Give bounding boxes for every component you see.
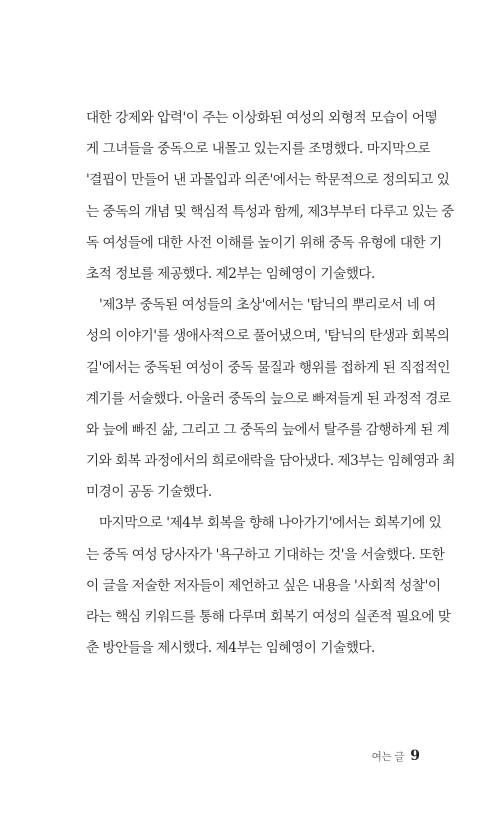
body-text xyxy=(86,103,455,664)
text-line: 이 글을 저술한 저자들이 제언하고 싶은 내용을 '사회적 성찰'이 xyxy=(86,577,441,594)
text-line: 길'에서는 중독된 여성이 중독 물질과 행위를 접하게 된 직접적인 xyxy=(86,359,450,376)
text-line: 독 여성들에 대한 사전 이해를 높이기 위해 중독 유형에 대한 기 xyxy=(86,234,442,251)
text-line: 는 중독 여성 당사자가 '욕구하고 기대하는 것'을 서술했다. 또한 xyxy=(86,546,445,563)
text-line: 미경이 공동 기술했다. xyxy=(86,484,212,501)
text-line: 성의 이야기'를 생애사적으로 풀어냈으며, '탐닉의 탄생과 회복의 xyxy=(86,328,450,345)
text-line: 마지막으로 '제4부 회복을 향해 나아가기'에서는 회복기에 있 xyxy=(99,515,442,532)
text-line: '결핍이 만들어 낸 과몰입과 의존'에서는 학문적으로 정의되고 있 xyxy=(86,172,450,189)
text-line: 초적 정보를 제공했다. 제2부는 임혜영이 기술했다. xyxy=(86,265,375,282)
running-footer-section: 여는 글 xyxy=(371,751,405,763)
text-line: 와 늪에 빠진 삶, 그리고 그 중독의 늪에서 탈주를 감행하게 된 계 xyxy=(86,421,450,438)
page-number: 9 xyxy=(410,748,420,764)
text-line: 는 중독의 개념 및 핵심적 특성과 함께, 제3부부터 다루고 있는 중 xyxy=(86,203,454,220)
page-footer xyxy=(360,745,420,764)
text-line: 대한 강제와 압력'이 주는 이상화된 여성의 외형적 모습이 어떻 xyxy=(86,110,438,126)
text-line: '제3부 중독된 여성들의 초상'에서는 '탐닉의 뿌리로서 네 여 xyxy=(99,297,436,314)
text-line: 기와 회복 과정에서의 희로애락을 담아냈다. 제3부는 임혜영과 최 xyxy=(86,453,455,470)
text-line: 춘 방안들을 제시했다. 제4부는 임혜영이 기술했다. xyxy=(86,640,375,657)
text-line: 라는 핵심 키워드를 통해 다루며 회복기 여성의 실존적 필요에 맞 xyxy=(86,609,451,625)
text-line: 게 그녀들을 중독으로 내몰고 있는지를 조명했다. 마지막으로 xyxy=(86,141,431,158)
text-line: 계기를 서술했다. 아울러 중독의 늪으로 빠져들게 된 과정적 경로 xyxy=(86,390,451,407)
